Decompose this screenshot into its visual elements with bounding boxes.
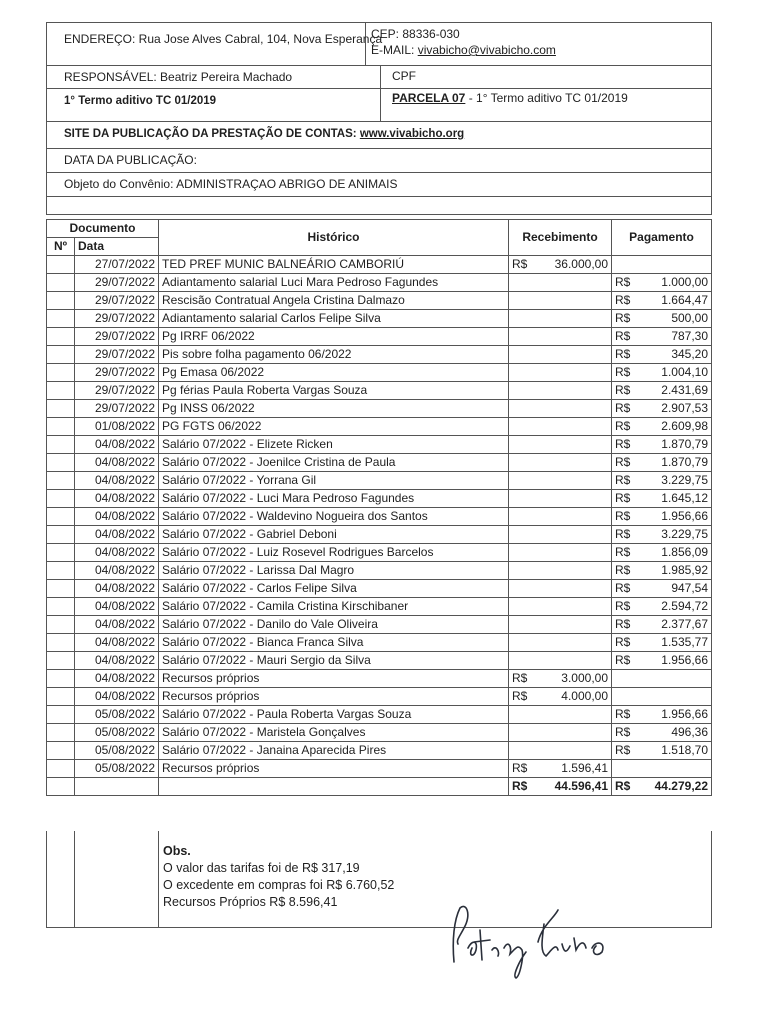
divider — [74, 831, 75, 927]
email-line — [371, 43, 556, 57]
row-recebimento-currency — [509, 724, 531, 742]
row-historico: Salário 07/2022 - Luiz Rosevel Rodrigues Barcelos — [159, 544, 509, 562]
row-recebimento-currency — [509, 598, 531, 616]
row-historico: Salário 07/2022 - Elizete Ricken — [159, 436, 509, 454]
cep: CEP: 88336-030 — [371, 27, 460, 41]
row-pagamento-currency — [612, 256, 634, 274]
row-pagamento: 1.518,70 — [634, 742, 712, 760]
row-pagamento-currency: R$ — [612, 724, 634, 742]
row-historico: Pis sobre folha pagamento 06/2022 — [159, 346, 509, 364]
row-number — [47, 598, 75, 616]
row-pagamento — [634, 256, 712, 274]
row-recebimento — [531, 328, 612, 346]
table-row — [47, 436, 712, 454]
row-historico: Salário 07/2022 - Gabriel Deboni — [159, 526, 509, 544]
totals-row — [47, 778, 712, 796]
row-recebimento-currency: R$ — [509, 670, 531, 688]
row-date: 05/08/2022 — [75, 724, 159, 742]
row-number — [47, 616, 75, 634]
table-row — [47, 688, 712, 706]
row-date: 04/08/2022 — [75, 616, 159, 634]
table-row — [47, 346, 712, 364]
address: ENDEREÇO: Rua Jose Alves Cabral, 104, Nova Esperança — [64, 32, 383, 46]
row-date: 04/08/2022 — [75, 454, 159, 472]
row-pagamento-currency: R$ — [612, 364, 634, 382]
row-pagamento-currency — [612, 688, 634, 706]
row-historico: Recursos próprios — [159, 688, 509, 706]
row-pagamento: 1.870,79 — [634, 454, 712, 472]
row-pagamento-currency: R$ — [612, 454, 634, 472]
table-row — [47, 472, 712, 490]
row-pagamento — [634, 760, 712, 778]
email-link[interactable]: vivabicho@vivabicho.com — [417, 43, 556, 57]
totals-number — [47, 778, 75, 796]
totals-pagamento-currency: R$ — [612, 778, 634, 796]
row-number — [47, 490, 75, 508]
row-date: 04/08/2022 — [75, 688, 159, 706]
row-pagamento-currency: R$ — [612, 652, 634, 670]
table-row — [47, 454, 712, 472]
row-date: 04/08/2022 — [75, 436, 159, 454]
table-row — [47, 724, 712, 742]
row-number — [47, 742, 75, 760]
row-recebimento-currency — [509, 544, 531, 562]
row-recebimento-currency: R$ — [509, 760, 531, 778]
divider — [46, 88, 712, 89]
obs-line: Recursos Próprios R$ 8.596,41 — [163, 895, 338, 909]
row-number — [47, 418, 75, 436]
table-row — [47, 670, 712, 688]
table-row — [47, 760, 712, 778]
row-pagamento: 2.377,67 — [634, 616, 712, 634]
divider — [46, 65, 712, 66]
table-row — [47, 400, 712, 418]
row-pagamento-currency — [612, 670, 634, 688]
col-documento: Documento — [47, 220, 159, 238]
row-historico: Salário 07/2022 - Paula Roberta Vargas Souza — [159, 706, 509, 724]
totals-date — [75, 778, 159, 796]
table-row — [47, 490, 712, 508]
row-recebimento — [531, 310, 612, 328]
row-date: 29/07/2022 — [75, 400, 159, 418]
table-row — [47, 706, 712, 724]
site-publicacao — [64, 127, 464, 141]
row-recebimento-currency — [509, 634, 531, 652]
cpf-label: CPF — [392, 69, 416, 83]
row-historico: Salário 07/2022 - Carlos Felipe Silva — [159, 580, 509, 598]
row-pagamento: 1.645,12 — [634, 490, 712, 508]
row-date: 04/08/2022 — [75, 652, 159, 670]
row-recebimento — [531, 490, 612, 508]
row-date: 04/08/2022 — [75, 508, 159, 526]
table-row — [47, 652, 712, 670]
row-date: 04/08/2022 — [75, 598, 159, 616]
table-row — [47, 292, 712, 310]
row-date: 04/08/2022 — [75, 670, 159, 688]
signature-drawing — [446, 900, 626, 980]
row-date: 04/08/2022 — [75, 562, 159, 580]
row-number — [47, 706, 75, 724]
row-historico: Salário 07/2022 - Waldevino Nogueira dos Santos — [159, 508, 509, 526]
row-recebimento — [531, 436, 612, 454]
row-pagamento-currency: R$ — [612, 382, 634, 400]
table-row — [47, 742, 712, 760]
parcela-rest: - 1° Termo aditivo TC 01/2019 — [465, 91, 628, 105]
row-pagamento: 3.229,75 — [634, 526, 712, 544]
table-row — [47, 364, 712, 382]
site-link[interactable]: www.vivabicho.org — [359, 128, 465, 140]
row-pagamento: 1.000,00 — [634, 274, 712, 292]
row-recebimento-currency — [509, 274, 531, 292]
row-recebimento — [531, 652, 612, 670]
divider — [46, 148, 712, 149]
col-numero: Nº — [47, 238, 75, 256]
row-historico: Salário 07/2022 - Janaina Aparecida Pires — [159, 742, 509, 760]
row-date: 29/07/2022 — [75, 346, 159, 364]
row-pagamento-currency: R$ — [612, 508, 634, 526]
row-number — [47, 652, 75, 670]
row-recebimento-currency — [509, 382, 531, 400]
row-pagamento-currency: R$ — [612, 598, 634, 616]
site-label: SITE DA PUBLICAÇÃO DA PRESTAÇÃO DE CONTAS: — [64, 128, 357, 140]
row-number — [47, 436, 75, 454]
row-historico: Pg férias Paula Roberta Vargas Souza — [159, 382, 509, 400]
row-pagamento: 345,20 — [634, 346, 712, 364]
row-number — [47, 400, 75, 418]
row-historico: Salário 07/2022 - Larissa Dal Magro — [159, 562, 509, 580]
row-recebimento: 3.000,00 — [531, 670, 612, 688]
row-historico: TED PREF MUNIC BALNEÁRIO CAMBORIÚ — [159, 256, 509, 274]
row-recebimento — [531, 544, 612, 562]
signature — [446, 900, 626, 980]
row-recebimento-currency — [509, 742, 531, 760]
row-recebimento-currency — [509, 436, 531, 454]
row-date: 29/07/2022 — [75, 328, 159, 346]
parcela — [392, 91, 628, 105]
row-recebimento-currency — [509, 328, 531, 346]
row-pagamento: 500,00 — [634, 310, 712, 328]
row-pagamento-currency: R$ — [612, 580, 634, 598]
row-historico: Salário 07/2022 - Yorrana Gil — [159, 472, 509, 490]
table-row — [47, 598, 712, 616]
row-recebimento — [531, 400, 612, 418]
col-recebimento: Recebimento — [509, 220, 612, 256]
row-historico: Salário 07/2022 - Danilo do Vale Oliveira — [159, 616, 509, 634]
row-pagamento: 1.004,10 — [634, 364, 712, 382]
row-number — [47, 274, 75, 292]
row-recebimento — [531, 382, 612, 400]
row-date: 27/07/2022 — [75, 256, 159, 274]
termo-aditivo: 1° Termo aditivo TC 01/2019 — [64, 95, 217, 107]
row-number — [47, 292, 75, 310]
row-pagamento: 1.856,09 — [634, 544, 712, 562]
row-recebimento — [531, 598, 612, 616]
row-recebimento-currency — [509, 364, 531, 382]
row-recebimento-currency — [509, 508, 531, 526]
row-recebimento — [531, 292, 612, 310]
transactions-table — [46, 219, 712, 796]
row-pagamento-currency: R$ — [612, 346, 634, 364]
table-row — [47, 616, 712, 634]
row-pagamento-currency: R$ — [612, 742, 634, 760]
row-number — [47, 724, 75, 742]
row-number — [47, 670, 75, 688]
row-recebimento-currency — [509, 526, 531, 544]
row-pagamento-currency: R$ — [612, 562, 634, 580]
divider — [158, 831, 159, 927]
row-historico: Salário 07/2022 - Bianca Franca Silva — [159, 634, 509, 652]
divider — [46, 172, 712, 173]
row-recebimento — [531, 508, 612, 526]
row-date: 29/07/2022 — [75, 274, 159, 292]
row-recebimento — [531, 706, 612, 724]
row-date: 29/07/2022 — [75, 382, 159, 400]
row-recebimento-currency — [509, 310, 531, 328]
row-pagamento-currency: R$ — [612, 472, 634, 490]
table-row — [47, 310, 712, 328]
row-number — [47, 256, 75, 274]
row-recebimento-currency — [509, 454, 531, 472]
row-number — [47, 580, 75, 598]
row-pagamento: 947,54 — [634, 580, 712, 598]
objeto-convenio: Objeto do Convênio: ADMINISTRAÇAO ABRIGO DE ANIMAIS — [64, 177, 398, 191]
table-row — [47, 562, 712, 580]
row-historico: Salário 07/2022 - Joenilce Cristina de Paula — [159, 454, 509, 472]
row-recebimento-currency — [509, 418, 531, 436]
row-number — [47, 382, 75, 400]
row-recebimento-currency — [509, 292, 531, 310]
row-historico: Pg Emasa 06/2022 — [159, 364, 509, 382]
row-date: 29/07/2022 — [75, 292, 159, 310]
row-date: 01/08/2022 — [75, 418, 159, 436]
row-historico: Salário 07/2022 - Camila Cristina Kirschibaner — [159, 598, 509, 616]
table-row — [47, 328, 712, 346]
row-number — [47, 310, 75, 328]
row-date: 04/08/2022 — [75, 544, 159, 562]
row-recebimento — [531, 724, 612, 742]
row-recebimento — [531, 634, 612, 652]
row-recebimento-currency — [509, 472, 531, 490]
totals-recebimento-currency: R$ — [509, 778, 531, 796]
row-recebimento-currency — [509, 490, 531, 508]
row-recebimento-currency: R$ — [509, 688, 531, 706]
row-number — [47, 688, 75, 706]
row-recebimento — [531, 616, 612, 634]
row-historico: PG FGTS 06/2022 — [159, 418, 509, 436]
row-date: 04/08/2022 — [75, 634, 159, 652]
divider — [46, 196, 712, 197]
totals-recebimento: 44.596,41 — [531, 778, 612, 796]
row-pagamento — [634, 670, 712, 688]
row-number — [47, 364, 75, 382]
table-row — [47, 418, 712, 436]
row-date: 04/08/2022 — [75, 472, 159, 490]
row-historico: Salário 07/2022 - Luci Mara Pedroso Fagundes — [159, 490, 509, 508]
row-historico: Recursos próprios — [159, 760, 509, 778]
row-pagamento-currency: R$ — [612, 490, 634, 508]
row-recebimento-currency — [509, 580, 531, 598]
row-pagamento: 496,36 — [634, 724, 712, 742]
table-row — [47, 544, 712, 562]
divider — [46, 831, 47, 927]
row-historico: Adiantamento salarial Carlos Felipe Silva — [159, 310, 509, 328]
row-recebimento — [531, 346, 612, 364]
table-row — [47, 274, 712, 292]
row-recebimento — [531, 472, 612, 490]
parcela-label: PARCELA 07 — [392, 91, 466, 105]
row-recebimento: 1.596,41 — [531, 760, 612, 778]
row-pagamento: 2.594,72 — [634, 598, 712, 616]
row-recebimento-currency — [509, 400, 531, 418]
row-recebimento — [531, 418, 612, 436]
row-historico: Salário 07/2022 - Maristela Gonçalves — [159, 724, 509, 742]
col-data: Data — [75, 238, 159, 256]
email-label: E-MAIL: — [371, 43, 415, 57]
row-pagamento: 3.229,75 — [634, 472, 712, 490]
row-date: 04/08/2022 — [75, 490, 159, 508]
row-pagamento: 2.431,69 — [634, 382, 712, 400]
row-date: 04/08/2022 — [75, 580, 159, 598]
table-row — [47, 508, 712, 526]
row-recebimento — [531, 526, 612, 544]
totals-historico — [159, 778, 509, 796]
row-pagamento: 787,30 — [634, 328, 712, 346]
divider — [46, 121, 712, 122]
row-pagamento: 2.907,53 — [634, 400, 712, 418]
row-historico: Pg IRRF 06/2022 — [159, 328, 509, 346]
row-pagamento-currency: R$ — [612, 544, 634, 562]
row-number — [47, 760, 75, 778]
obs-line: O excedente em compras foi R$ 6.760,52 — [163, 878, 395, 892]
row-number — [47, 454, 75, 472]
row-pagamento-currency: R$ — [612, 274, 634, 292]
row-pagamento: 1.956,66 — [634, 508, 712, 526]
row-date: 05/08/2022 — [75, 742, 159, 760]
row-pagamento-currency: R$ — [612, 634, 634, 652]
row-date: 04/08/2022 — [75, 526, 159, 544]
row-historico: Adiantamento salarial Luci Mara Pedroso Fagundes — [159, 274, 509, 292]
table-row — [47, 634, 712, 652]
row-recebimento — [531, 562, 612, 580]
row-pagamento: 1.985,92 — [634, 562, 712, 580]
row-recebimento: 36.000,00 — [531, 256, 612, 274]
row-recebimento — [531, 364, 612, 382]
row-date: 29/07/2022 — [75, 310, 159, 328]
row-recebimento-currency — [509, 652, 531, 670]
table-row — [47, 256, 712, 274]
row-number — [47, 526, 75, 544]
row-number — [47, 562, 75, 580]
row-recebimento-currency — [509, 346, 531, 364]
table-row — [47, 580, 712, 598]
row-pagamento: 2.609,98 — [634, 418, 712, 436]
table-row — [47, 382, 712, 400]
row-pagamento-currency: R$ — [612, 616, 634, 634]
row-date: 29/07/2022 — [75, 364, 159, 382]
row-pagamento-currency: R$ — [612, 400, 634, 418]
header-row — [47, 220, 712, 238]
row-number — [47, 634, 75, 652]
row-pagamento: 1.870,79 — [634, 436, 712, 454]
row-number — [47, 472, 75, 490]
row-recebimento: 4.000,00 — [531, 688, 612, 706]
row-pagamento: 1.956,66 — [634, 652, 712, 670]
row-recebimento-currency — [509, 616, 531, 634]
row-pagamento: 1.664,47 — [634, 292, 712, 310]
obs-line: O valor das tarifas foi de R$ 317,19 — [163, 861, 360, 875]
row-number — [47, 328, 75, 346]
row-recebimento-currency: R$ — [509, 256, 531, 274]
row-recebimento — [531, 580, 612, 598]
col-historico: Histórico — [159, 220, 509, 256]
row-historico: Salário 07/2022 - Mauri Sergio da Silva — [159, 652, 509, 670]
col-pagamento: Pagamento — [612, 220, 712, 256]
row-pagamento-currency: R$ — [612, 436, 634, 454]
row-recebimento — [531, 274, 612, 292]
obs-section — [163, 843, 394, 911]
row-pagamento-currency — [612, 760, 634, 778]
row-pagamento: 1.956,66 — [634, 706, 712, 724]
row-number — [47, 544, 75, 562]
row-number — [47, 346, 75, 364]
row-pagamento-currency: R$ — [612, 418, 634, 436]
row-historico: Pg INSS 06/2022 — [159, 400, 509, 418]
row-pagamento-currency: R$ — [612, 706, 634, 724]
row-pagamento — [634, 688, 712, 706]
row-recebimento — [531, 742, 612, 760]
row-recebimento — [531, 454, 612, 472]
row-pagamento-currency: R$ — [612, 292, 634, 310]
obs-title: Obs. — [163, 844, 191, 858]
totals-pagamento: 44.279,22 — [634, 778, 712, 796]
row-pagamento-currency: R$ — [612, 328, 634, 346]
row-pagamento: 1.535,77 — [634, 634, 712, 652]
row-pagamento-currency: R$ — [612, 310, 634, 328]
row-date: 05/08/2022 — [75, 706, 159, 724]
row-historico: Rescisão Contratual Angela Cristina Dalmazo — [159, 292, 509, 310]
row-historico: Recursos próprios — [159, 670, 509, 688]
data-publicacao: DATA DA PUBLICAÇÃO: — [64, 153, 197, 167]
row-date: 05/08/2022 — [75, 760, 159, 778]
divider — [380, 65, 381, 121]
divider — [711, 831, 712, 927]
row-recebimento-currency — [509, 706, 531, 724]
table-row — [47, 526, 712, 544]
row-pagamento-currency: R$ — [612, 526, 634, 544]
row-recebimento-currency — [509, 562, 531, 580]
responsavel: RESPONSÁVEL: Beatriz Pereira Machado — [64, 70, 293, 84]
row-number — [47, 508, 75, 526]
